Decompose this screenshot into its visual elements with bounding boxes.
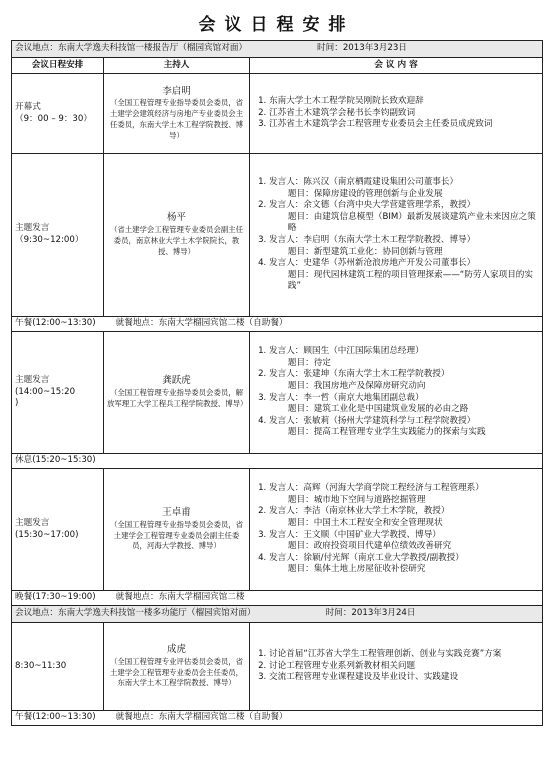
header-row [12,58,543,74]
talk-item [269,483,539,506]
session-row-afternoon1 [12,332,543,454]
talk-topic: 题目：由建筑信息模型（BIM）最新发展谈建筑产业未来因应之策略 [287,211,536,234]
talk-speaker: 发言人：陈兴汉（南京栖霞建设集团公司董事长） [269,177,459,188]
page-title: 会议日程安排 [198,15,355,35]
host-name: 杨平 [166,212,186,224]
talk-speaker: 发言人：李启明（东南大学土木工程学院教授、博导） [269,235,476,245]
talk-item [269,346,539,369]
header-arrange: 会议日程安排 [12,58,104,74]
session-name: 主题发言 [15,375,50,386]
talk-speaker: 发言人：张建坤（东南大学土木工程学院教授） [269,369,450,380]
session-row-opening [12,74,543,154]
break-row [12,454,543,469]
session-row-day2 [12,623,543,711]
talk-speaker: 发言人：余文德（台湾中央大学营建管理学系，教授） [269,200,476,211]
talk-speaker: 发言人：顾国生（中江国际集团总经理） [269,346,424,357]
venue-date: 时间：2013年3月24日 [325,608,416,619]
session-afternoon2 [12,469,104,591]
session-time: （9:30~12:00） [15,235,84,245]
session-name: 开幕式 [15,101,41,112]
content-cell [250,154,543,317]
content-cell [250,623,543,711]
session-morning [12,154,104,317]
talk-topic: 题目：建筑工业化是中国建筑业发展的必由之路 [287,404,469,415]
host-desc: （全国工程管理专业指导委员会委员，省土建学会建筑经济与房地产专业委员会主任委员，东南大学土木工程学院教授、博导） [109,98,244,140]
host-cell [104,332,250,454]
session-time: (14:00~15:20 ) [15,386,76,409]
host-name: 李启明 [162,85,191,97]
talk-speaker: 发言人：徐颖/付光辉（南京工业大学教授/副教授） [269,552,464,563]
venue-row-day2 [12,606,543,623]
talk-topic: 题目：现代园林建筑工程的项目管理探索——“防劳人家项目的实践” [287,269,533,292]
venue-label: 会议地点：东南大学逸夫科技馆一楼报告厅（榴园宾馆对面） [15,43,248,54]
talk-item [269,235,539,258]
session-time: (15:30~17:00) [15,529,79,540]
talk-speaker: 发言人：史建华（苏州新沧浪房地产开发公司董事长） [269,258,476,269]
agenda-item: 1. 东南大学土木工程学院吴刚院长致欢迎辞 [269,96,539,108]
talk-item [269,530,539,553]
meal-label: 午餐(12:00~13:30) [15,318,96,329]
talk-speaker: 发言人：李洁（南京林业大学土木学院，教授） [269,506,450,517]
talk-speaker: 发言人：高辉（河海大学商学院工程经济与工程管理系） [269,483,484,494]
talk-item [269,369,539,392]
header-content: 会 议 内 容 [250,58,543,74]
talk-topic: 题目：政府投资项目代建单位绩效改善研究 [287,541,452,552]
talk-topic: 题目：保障房建设的管理创新与企业发展 [287,188,443,199]
talk-topic: 题目：提高工程管理专业学生实践能力的探索与实践 [287,427,486,438]
venue-date: 时间：2013年3月23日 [317,43,407,54]
talk-item [269,200,539,235]
meal-row-dinner [12,591,543,606]
header-host: 主持人 [104,58,250,74]
session-afternoon1 [12,332,104,454]
schedule-table [11,40,543,726]
meal-location: 就餐地点：东南大学榴园宾馆二楼（自助餐） [115,712,288,723]
talk-speaker: 发言人：李一哲（南京大地集团副总裁） [269,392,424,403]
host-cell [104,74,250,154]
talk-item [269,553,539,576]
meal-label: 晚餐(17:30~19:00) [15,592,96,603]
meal-row-lunch2 [12,711,543,726]
talk-item [269,258,539,293]
meal-location: 就餐地点：东南大学榴园宾馆二楼 [115,592,245,603]
agenda-item: 1. 讨论首届“江苏省大学生工程管理创新、创业与实践竞赛”方案 [269,649,539,661]
host-cell [104,623,250,711]
content-cell [250,469,543,591]
break-label: 休息(15:20~15:30) [15,455,96,466]
session-name: 主题发言 [15,223,50,234]
talk-topic: 题目：中国土木工程安全和安全管理现状 [287,517,443,528]
session-name: 主题发言 [15,517,50,528]
host-name: 龚跃虎 [162,375,191,387]
talk-topic: 题目：新型建筑工业化：协同创新与管理 [287,246,443,257]
session-opening [12,74,104,154]
talk-item [269,506,539,529]
host-cell [104,154,250,317]
meal-row-lunch1 [12,317,543,332]
host-name: 成虎 [166,643,186,655]
agenda-item: 3. 江苏省土木建筑学会工程管理专业委员会主任委员成虎致词 [269,119,539,131]
session-row-morning [12,154,543,317]
talk-item [269,177,539,200]
meal-label: 午餐(12:00~13:30) [15,712,96,723]
talk-topic: 题目：我国房地产及保障房研究动向 [287,380,426,391]
agenda-item: 3. 交流工程管理专业课程建设及毕业设计、实践建设 [269,672,539,684]
host-cell [104,469,250,591]
session-row-afternoon2 [12,469,543,591]
agenda-item: 2. 江苏省土木建筑学会秘书长李钧副致词 [269,108,539,120]
talk-item [269,393,539,416]
venue-label: 会议地点：东南大学逸夫科技馆一楼多功能厅（榴园宾馆对面） [15,608,256,619]
talk-topic: 题目：城市地下空间与道路挖掘管理 [287,494,426,505]
talk-item [269,416,539,439]
host-desc: （全国工程管理专业指导委员会委员，解放军理工大学工程兵工程学院教授、博导） [107,388,248,408]
content-cell [250,332,543,454]
meal-location: 就餐地点：东南大学榴园宾馆二楼（自助餐） [115,318,288,329]
host-desc: （省土建学会工程管理专业委员会副主任委员，南京林业大学土木学院院长，教授、博导） [109,225,244,256]
talk-speaker: 发言人：张敏莉（扬州大学建筑科学与工程学院教授） [269,415,476,426]
host-name: 王卓甫 [162,506,191,518]
talk-speaker: 发言人：王文顺（中国矿业大学教授、博导） [269,529,441,540]
session-time: 8:30~11:30 [15,660,67,671]
agenda-item: 2. 讨论工程管理专业系列新教材相关问题 [269,661,539,673]
session-day2 [12,623,104,711]
session-time: （9：00 – 9：30） [15,113,92,124]
host-desc: （全国工程管理专业评估委员会委员，省土建学会工程管理专业委员会主任委员，东南大学土木工程学院教授、博导） [109,656,244,688]
talk-topic: 题目：集体土地上房屋征收补偿研究 [287,564,426,575]
talk-topic: 题目：待定 [287,357,331,368]
host-desc: （全国工程管理专业指导委员会委员，省土建学会工程管理专业委员会副主任委员，河海大学教授、博导） [109,519,244,551]
venue-row-day1 [12,41,543,58]
content-cell [250,74,543,154]
